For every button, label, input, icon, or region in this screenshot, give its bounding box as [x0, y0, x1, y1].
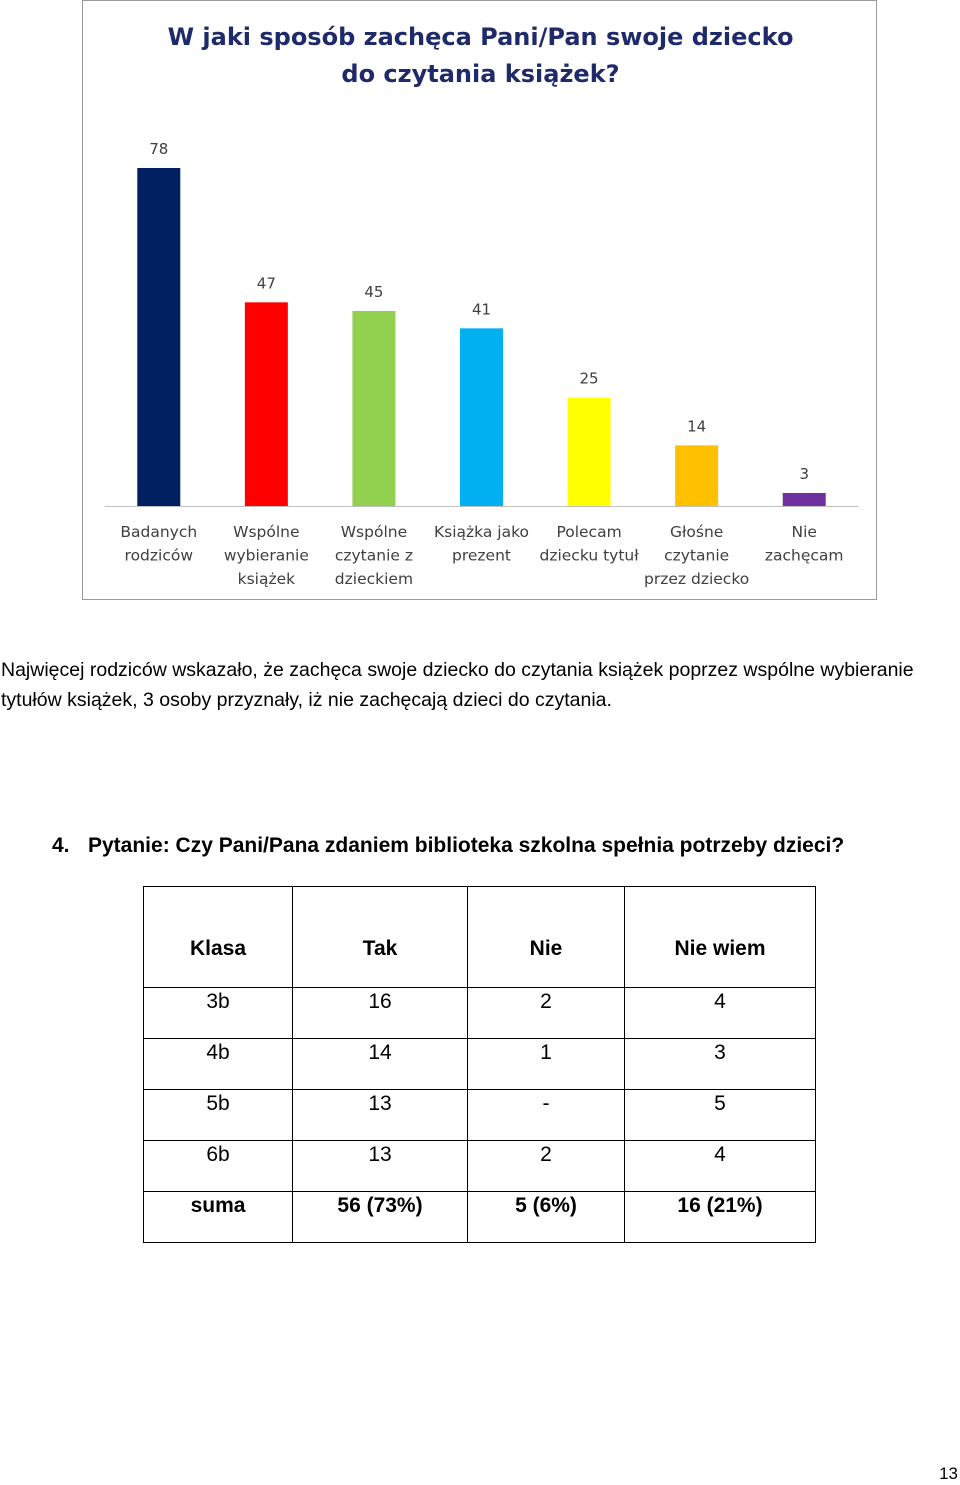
table-cell: 16 (21%) [625, 1192, 816, 1243]
bar [245, 302, 288, 506]
table-cell: 13 [293, 1141, 468, 1192]
page-number: 13 [939, 1464, 958, 1483]
chart-frame [82, 0, 877, 600]
data-label: 3 [799, 465, 809, 483]
table-cell: 4 [625, 1141, 816, 1192]
category-label: Polecam dziecku tytuł [539, 523, 639, 565]
table-cell: 3b [144, 988, 293, 1039]
data-label: 45 [364, 283, 384, 301]
header-tak: Tak [293, 887, 468, 988]
data-label: 25 [579, 369, 599, 388]
data-label: 41 [471, 300, 492, 319]
table-row [144, 988, 816, 1039]
results-table [143, 886, 816, 1243]
bar [352, 311, 395, 506]
table-cell: 5 (6%) [468, 1192, 625, 1243]
table-sum-row [144, 1192, 816, 1243]
table-cell: - [468, 1090, 625, 1141]
category-label: Wspólne wybieranie książek [223, 523, 309, 588]
category-label: Nie zachęcam [764, 523, 844, 565]
bar [137, 168, 180, 506]
summary-paragraph: Najwięcej rodziców wskazało, że zachęca swoje dziecko do czytania książek poprzez wspólne wybieranie tytułów książek, 3 osoby przyznały, iż nie zachęcają dzieci do czytania. [1, 659, 914, 711]
question-heading [52, 834, 952, 858]
chart-title-line-1: W jaki sposób zachęca Pani/Pan swoje dziecko [167, 23, 794, 51]
table-cell: 2 [468, 988, 625, 1039]
table-row [144, 1039, 816, 1090]
question-text: Pytanie: Czy Pani/Pana zdaniem biblioteka szkolna spełnia potrzeby dzieci? [88, 834, 845, 857]
bar [568, 398, 611, 506]
table-cell: 6b [144, 1141, 293, 1192]
table-row [144, 1090, 816, 1141]
data-label: 47 [256, 274, 276, 293]
question-number: 4. [52, 834, 70, 857]
category-label: Badanych rodziców [120, 523, 198, 565]
table-cell: 5 [625, 1090, 816, 1141]
table-cell: 4b [144, 1039, 293, 1090]
chart-title-line-2: do czytania książek? [341, 60, 620, 88]
table-cell: 13 [293, 1090, 468, 1141]
table-cell: 16 [293, 988, 468, 1039]
header-nie-wiem: Nie wiem [625, 887, 816, 988]
table-cell: 56 (73%) [293, 1192, 468, 1243]
data-label: 78 [149, 140, 169, 158]
table-row [144, 1141, 816, 1192]
table-cell: 3 [625, 1039, 816, 1090]
category-label: Wspólne czytanie z dzieckiem [334, 523, 414, 588]
bar-chart [83, 1, 878, 601]
table-cell: 14 [293, 1039, 468, 1090]
table-cell: suma [144, 1192, 293, 1243]
bar [460, 328, 503, 506]
bar [675, 445, 718, 506]
table-cell: 5b [144, 1090, 293, 1141]
table-header-row [144, 887, 816, 988]
category-label: Książka jako prezent [433, 523, 530, 565]
table-cell: 4 [625, 988, 816, 1039]
category-label: Głośne czytanie przez dziecko [644, 523, 750, 588]
header-nie: Nie [468, 887, 625, 988]
bar [783, 493, 826, 506]
table-cell: 1 [468, 1039, 625, 1090]
table-cell: 2 [468, 1141, 625, 1192]
data-label: 14 [687, 417, 707, 436]
header-klasa: Klasa [144, 887, 293, 988]
